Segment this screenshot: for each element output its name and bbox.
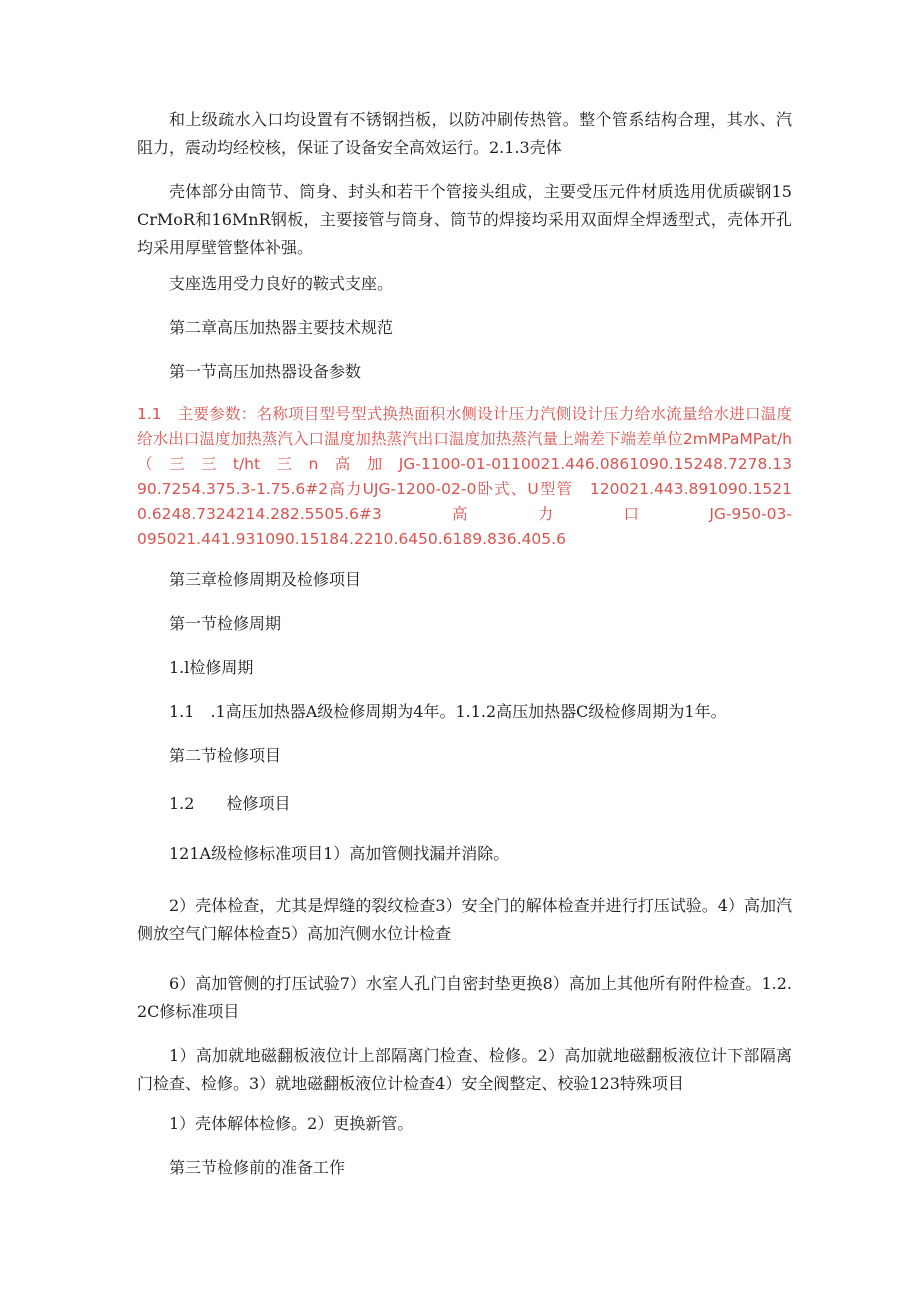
parameters-table-text-last: 095021.441.931090.15184.2210.6450.6189.836.405.6 — [137, 530, 566, 548]
section-preparation-heading: 第三节检修前的准备工作 — [169, 1158, 346, 1177]
chapter-2-heading: 第二章高压加热器主要技术规范 — [169, 318, 394, 337]
parameters-table-text: 1.1 主要参数：名称项目型号型式换热面积水侧设计压力汽侧设计压力给水流量给水进口温度给水出口温度加热蒸汽入口温度加热蒸汽出口温度加热蒸汽量上端差下端差单位2mMPaMPat/h （ 三 三 t/ht 三 n 高 加 JG-1100-01-0110021.446.0861090.15248.7278.1390.7254.375.3-1.75.6#2高力UJG-1200-02-0卧式、U型管 120021.443.891090.15210.6248.7324214.282.5505.6#3 高 力 口 JG-950-03- — [137, 405, 808, 523]
paragraph-level-gauge: 1）高加就地磁翻板液位计上部隔离门检查、检修。2）高加就地磁翻板液位计下部隔离门检查、检修。3）就地磁翻板液位计检查4）安全阀整定、校验123特殊项目 — [137, 1046, 792, 1093]
paragraph-tube-system: 和上级疏水入口均设置有不锈钢挡板，以防冲刷传热管。整个管系结构合理，其水、汽阻力，震动均经校核，保证了设备安全高效运行。2.1.3壳体 — [137, 110, 792, 157]
section-cycle-heading: 第一节检修周期 — [169, 614, 282, 633]
subsection-cycle: 1.l检修周期 — [169, 658, 254, 677]
paragraph-cycle-detail: 1.1 .1高压加热器A级检修周期为4年。1.1.2高压加热器C级检修周期为1年。 — [169, 702, 727, 721]
paragraph-shell: 壳体部分由筒节、筒身、封头和若干个管接头组成，主要受压元件材质选用优质碳钢15CrMoR和16MnR钢板，主要接管与筒身、筒节的焊接均采用双面焊全焊透型式，壳体开孔均采用厚壁管整体补强。 — [137, 182, 792, 257]
paragraph-pressure-test: 6）高加管侧的打压试验7）水室人孔门自密封垫更换8）高加上其他所有附件检查。1.2.2C修标准项目 — [137, 974, 792, 1021]
section-items-heading: 第二节检修项目 — [169, 746, 282, 765]
chapter-3-heading: 第三章检修周期及检修项目 — [169, 570, 362, 589]
paragraph-a-level-items: 121A级检修标准项目1）高加管侧找漏并消除。 — [169, 844, 510, 863]
paragraph-shell-check: 2）壳体检查，尤其是焊缝的裂纹检查3）安全门的解体检查并进行打压试验。4）高加汽侧放空气门解体检查5）高加汽侧水位计检查 — [137, 896, 792, 943]
paragraph-special-items: 1）壳体解体检修。2）更换新管。 — [169, 1114, 414, 1133]
subsection-items: 1.2 检修项目 — [169, 794, 291, 813]
paragraph-support: 支座选用受力良好的鞍式支座。 — [169, 274, 394, 293]
section-1-heading: 第一节高压加热器设备参数 — [169, 362, 362, 381]
